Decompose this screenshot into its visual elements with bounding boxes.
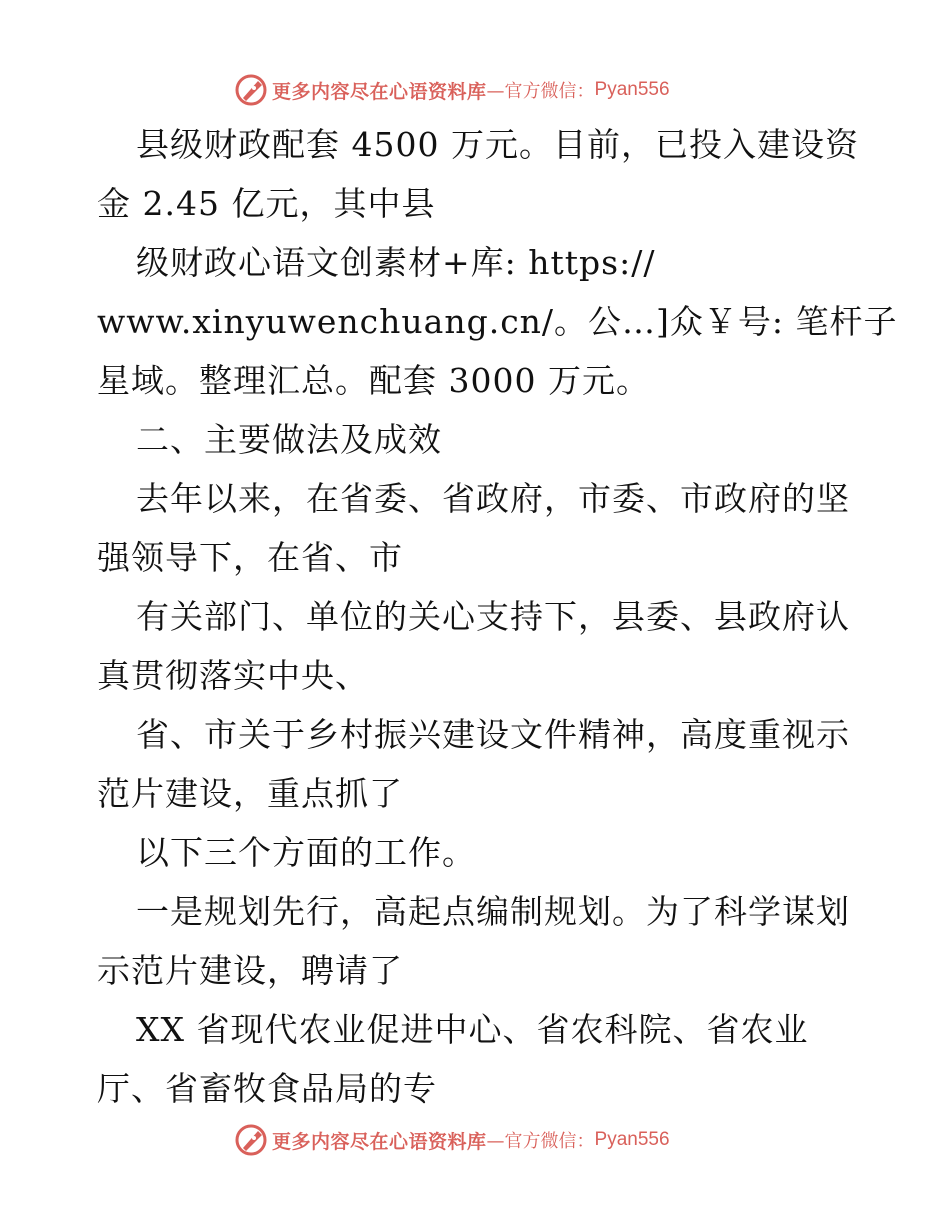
banner-wechat-id: Pyan556 bbox=[594, 79, 670, 100]
pen-nib-logo-icon bbox=[234, 73, 268, 107]
body-line-16: XX 省现代农业促进中心、省农科院、省农业 bbox=[136, 1010, 809, 1049]
banner-wechat-id: Pyan556 bbox=[594, 1129, 670, 1150]
banner-main-text: 更多内容尽在心语资料库 bbox=[272, 1130, 487, 1153]
body-line-3: 级财政心语文创素材+库: https:// bbox=[136, 243, 656, 282]
header-banner bbox=[234, 72, 714, 108]
body-line-1: 县级财政配套 4500 万元。目前，已投入建设资 bbox=[136, 125, 859, 164]
banner-sub-text: —官方微信： bbox=[486, 81, 595, 102]
body-line-5: 星域。整理汇总。配套 3000 万元。 bbox=[97, 361, 650, 400]
body-line-4: www.xinyuwenchuang.cn/。公…]众￥号: 笔杆子 bbox=[97, 302, 898, 341]
body-line-14: 一是规划先行，高起点编制规划。为了科学谋划 bbox=[136, 892, 850, 931]
pen-nib-logo-icon bbox=[234, 1123, 268, 1157]
body-line-15: 示范片建设，聘请了 bbox=[97, 951, 403, 990]
footer-banner bbox=[234, 1122, 714, 1158]
body-line-7: 去年以来，在省委、省政府，市委、市政府的坚 bbox=[136, 479, 850, 518]
section-heading: 二、主要做法及成效 bbox=[136, 420, 442, 459]
body-line-12: 范片建设，重点抓了 bbox=[97, 774, 403, 813]
body-line-8: 强领导下，在省、市 bbox=[97, 538, 403, 577]
body-line-13: 以下三个方面的工作。 bbox=[136, 833, 476, 872]
body-line-11: 省、市关于乡村振兴建设文件精神，高度重视示 bbox=[136, 715, 850, 754]
body-line-17: 厅、省畜牧食品局的专 bbox=[97, 1069, 437, 1108]
banner-main-text: 更多内容尽在心语资料库 bbox=[272, 80, 487, 103]
body-line-2: 金 2.45 亿元，其中县 bbox=[97, 184, 436, 223]
body-line-9: 有关部门、单位的关心支持下，县委、县政府认 bbox=[136, 597, 850, 636]
body-line-10: 真贯彻落实中央、 bbox=[97, 656, 369, 695]
banner-sub-text: —官方微信： bbox=[486, 1131, 595, 1152]
